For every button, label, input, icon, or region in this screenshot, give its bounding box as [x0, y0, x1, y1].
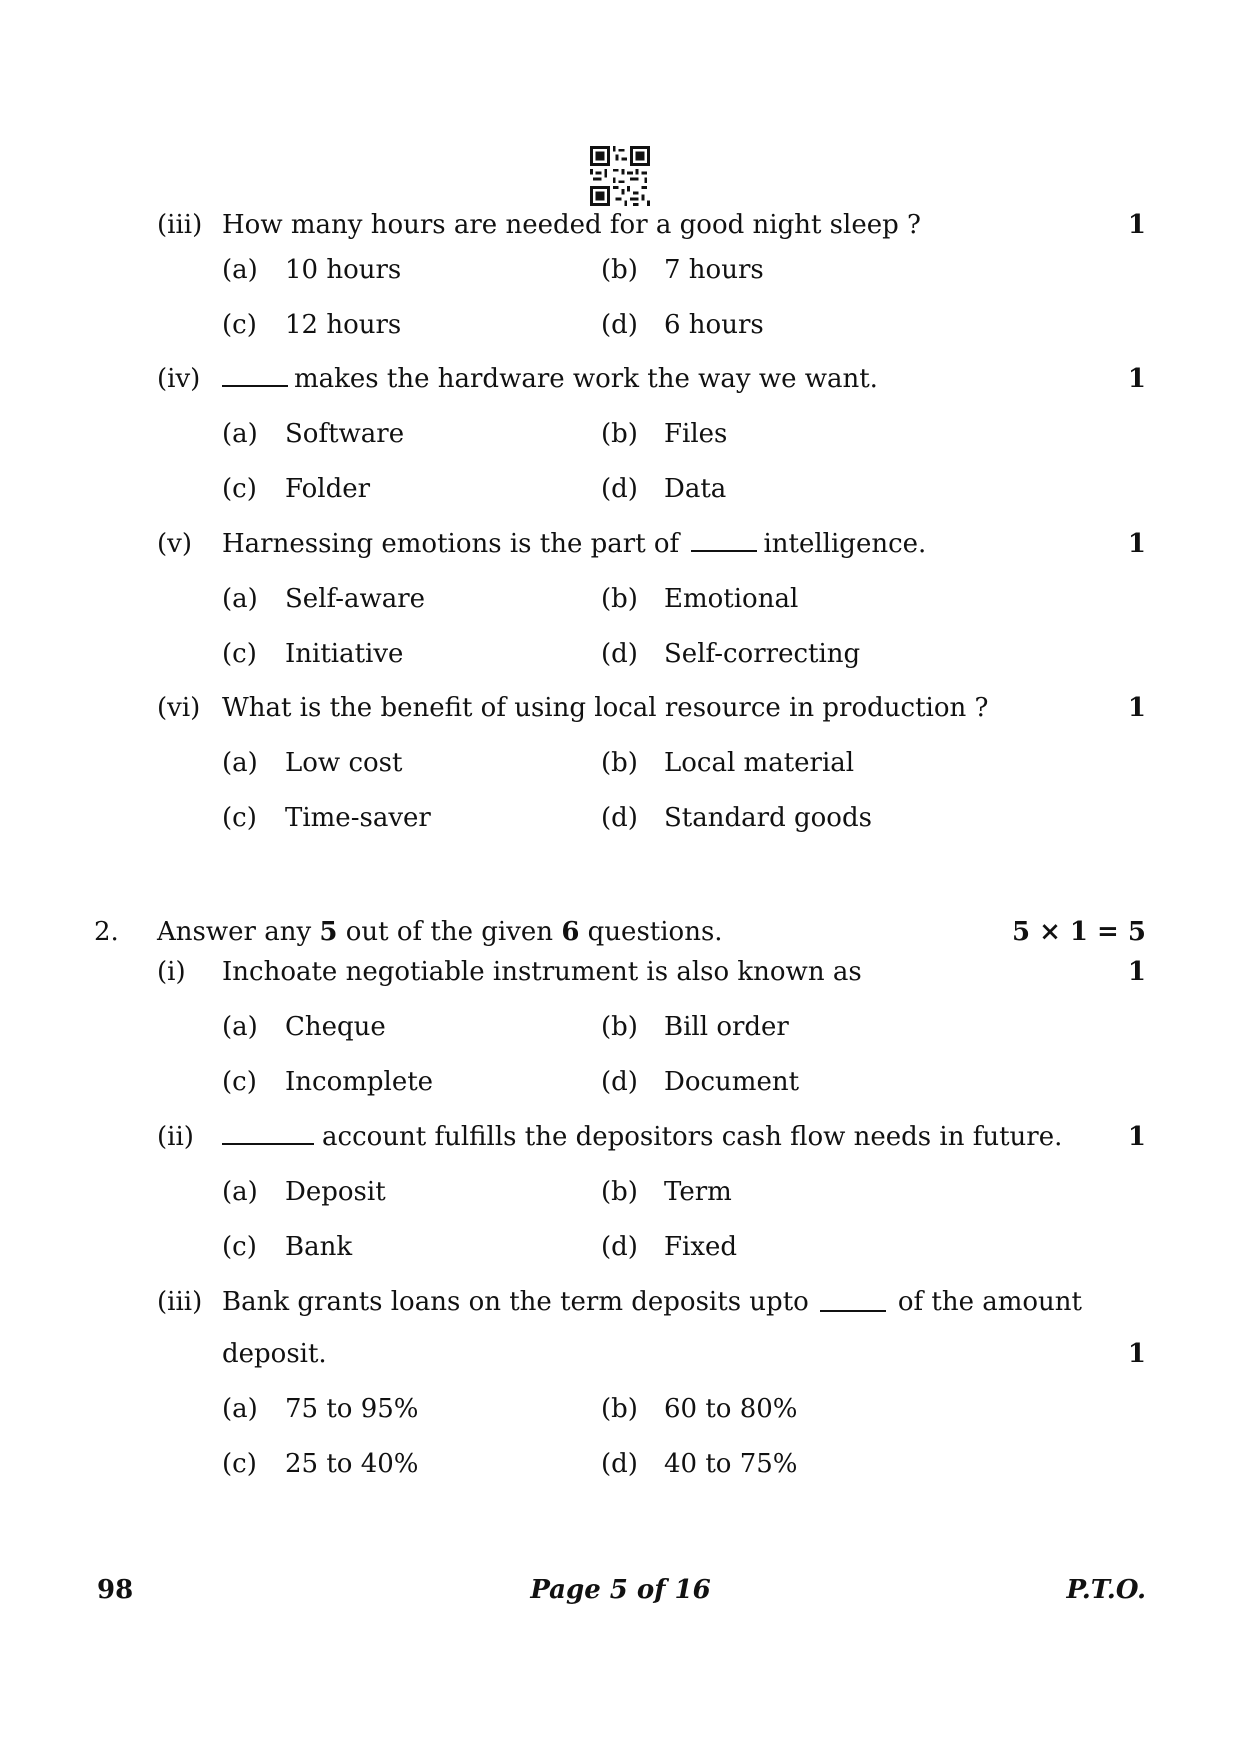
question-number: 2.: [94, 917, 119, 947]
question-text-after-blank: of the amount: [897, 1287, 1082, 1317]
question-text-after-blank: intelligence.: [763, 529, 927, 559]
fill-in-blank: [222, 367, 288, 387]
paper-code: 98: [97, 1575, 134, 1605]
option-letter: (b): [601, 584, 638, 614]
option-text: Software: [285, 419, 405, 449]
option-letter: (c): [222, 1067, 257, 1097]
options-row: [0, 308, 1241, 342]
fill-in-blank: [691, 532, 757, 552]
option-letter: (c): [222, 803, 257, 833]
option-letter: (a): [222, 1394, 258, 1424]
option-text: Term: [664, 1177, 732, 1207]
option-text: Time-saver: [285, 803, 431, 833]
question-2-heading: [0, 915, 1241, 949]
question-1-iii: [0, 208, 1241, 242]
option-letter: (c): [222, 1449, 257, 1479]
fill-in-blank: [222, 1125, 314, 1145]
option-text: Self-correcting: [664, 639, 861, 669]
option-letter: (a): [222, 255, 258, 285]
option-letter: (b): [601, 419, 638, 449]
question-text: Inchoate negotiable instrument is also known as: [222, 957, 862, 987]
option-text: Deposit: [285, 1177, 386, 1207]
option-text: 40 to 75%: [664, 1449, 798, 1479]
question-2-iii: [0, 1285, 1241, 1319]
option-letter: (d): [601, 1449, 638, 1479]
question-marks: 1: [1127, 364, 1146, 394]
question-text-before-blank: Harnessing emotions is the part of: [222, 529, 680, 559]
option-letter: (b): [601, 748, 638, 778]
option-letter: (a): [222, 748, 258, 778]
option-letter: (a): [222, 1012, 258, 1042]
option-letter: (d): [601, 803, 638, 833]
question-text-before-blank: Bank grants loans on the term deposits upto: [222, 1287, 809, 1317]
fill-in-blank: [820, 1292, 886, 1312]
instruction-text: Answer any: [157, 917, 312, 947]
option-text: Cheque: [285, 1012, 386, 1042]
question-number: (v): [157, 529, 192, 559]
option-letter: (d): [601, 310, 638, 340]
question-number: (iii): [157, 1287, 203, 1317]
option-text: Incomplete: [285, 1067, 434, 1097]
options-row: [0, 582, 1241, 616]
question-number: (vi): [157, 693, 201, 723]
option-text: Local material: [664, 748, 855, 778]
option-letter: (a): [222, 1177, 258, 1207]
option-letter: (c): [222, 639, 257, 669]
options-row: [0, 1175, 1241, 1209]
option-text: Initiative: [285, 639, 404, 669]
question-2-i: [0, 955, 1241, 989]
question-text: What is the benefit of using local resource in production ?: [222, 693, 989, 723]
options-row: [0, 801, 1241, 835]
question-number: (iii): [157, 210, 203, 240]
question-text: account fulfills the depositors cash flow needs in future.: [322, 1122, 1063, 1152]
question-marks: 1: [1127, 693, 1146, 723]
instruction-text: out of the given: [345, 917, 554, 947]
question-marks: 1: [1127, 957, 1146, 987]
options-row: [0, 1065, 1241, 1099]
question-2-iii-line2: [0, 1337, 1241, 1371]
question-text: makes the hardware work the way we want.: [294, 364, 878, 394]
question-marks: 1: [1127, 210, 1146, 240]
option-text: Bank: [285, 1232, 353, 1262]
section-marks: 5 × 1 = 5: [1011, 917, 1146, 947]
option-letter: (a): [222, 419, 258, 449]
option-text: 75 to 95%: [285, 1394, 419, 1424]
option-text: 25 to 40%: [285, 1449, 419, 1479]
options-row: [0, 1010, 1241, 1044]
option-text: 60 to 80%: [664, 1394, 798, 1424]
options-row: [0, 1392, 1241, 1426]
instruction-text: questions.: [587, 917, 723, 947]
option-letter: (b): [601, 255, 638, 285]
question-text: How many hours are needed for a good night sleep ?: [222, 210, 921, 240]
option-text: Low cost: [285, 748, 403, 778]
option-text: Data: [664, 474, 727, 504]
option-letter: (d): [601, 639, 638, 669]
options-row: [0, 1447, 1241, 1481]
qr-code: [590, 146, 650, 206]
option-letter: (d): [601, 1232, 638, 1262]
options-row: [0, 472, 1241, 506]
page-number: Page 5 of 16: [530, 1575, 711, 1605]
option-letter: (b): [601, 1394, 638, 1424]
option-letter: (a): [222, 584, 258, 614]
question-1-v: [0, 527, 1241, 561]
option-letter: (d): [601, 474, 638, 504]
options-row: [0, 417, 1241, 451]
question-text-continued: deposit.: [222, 1339, 327, 1369]
question-1-vi: [0, 691, 1241, 725]
option-text: Document: [664, 1067, 800, 1097]
question-marks: 1: [1127, 1339, 1146, 1369]
option-letter: (c): [222, 310, 257, 340]
options-row: [0, 637, 1241, 671]
question-number: (iv): [157, 364, 201, 394]
options-row: [0, 1230, 1241, 1264]
option-text: Bill order: [664, 1012, 789, 1042]
option-text: Files: [664, 419, 728, 449]
option-letter: (b): [601, 1177, 638, 1207]
option-text: 6 hours: [664, 310, 764, 340]
question-marks: 1: [1127, 1122, 1146, 1152]
option-text: Folder: [285, 474, 371, 504]
question-number: (ii): [157, 1122, 194, 1152]
option-text: 10 hours: [285, 255, 402, 285]
options-row: [0, 253, 1241, 287]
option-text: 7 hours: [664, 255, 764, 285]
instruction-count: 5: [319, 917, 338, 947]
option-letter: (c): [222, 1232, 257, 1262]
question-number: (i): [157, 957, 186, 987]
option-text: Emotional: [664, 584, 799, 614]
question-marks: 1: [1127, 529, 1146, 559]
option-text: Fixed: [664, 1232, 738, 1262]
options-row: [0, 746, 1241, 780]
option-letter: (d): [601, 1067, 638, 1097]
question-2-ii: [0, 1120, 1241, 1154]
option-text: Self-aware: [285, 584, 426, 614]
option-text: 12 hours: [285, 310, 402, 340]
option-text: Standard goods: [664, 803, 872, 833]
option-letter: (b): [601, 1012, 638, 1042]
question-1-iv: [0, 362, 1241, 396]
option-letter: (c): [222, 474, 257, 504]
pto-label: P.T.O.: [1066, 1575, 1146, 1605]
instruction-total: 6: [561, 917, 580, 947]
